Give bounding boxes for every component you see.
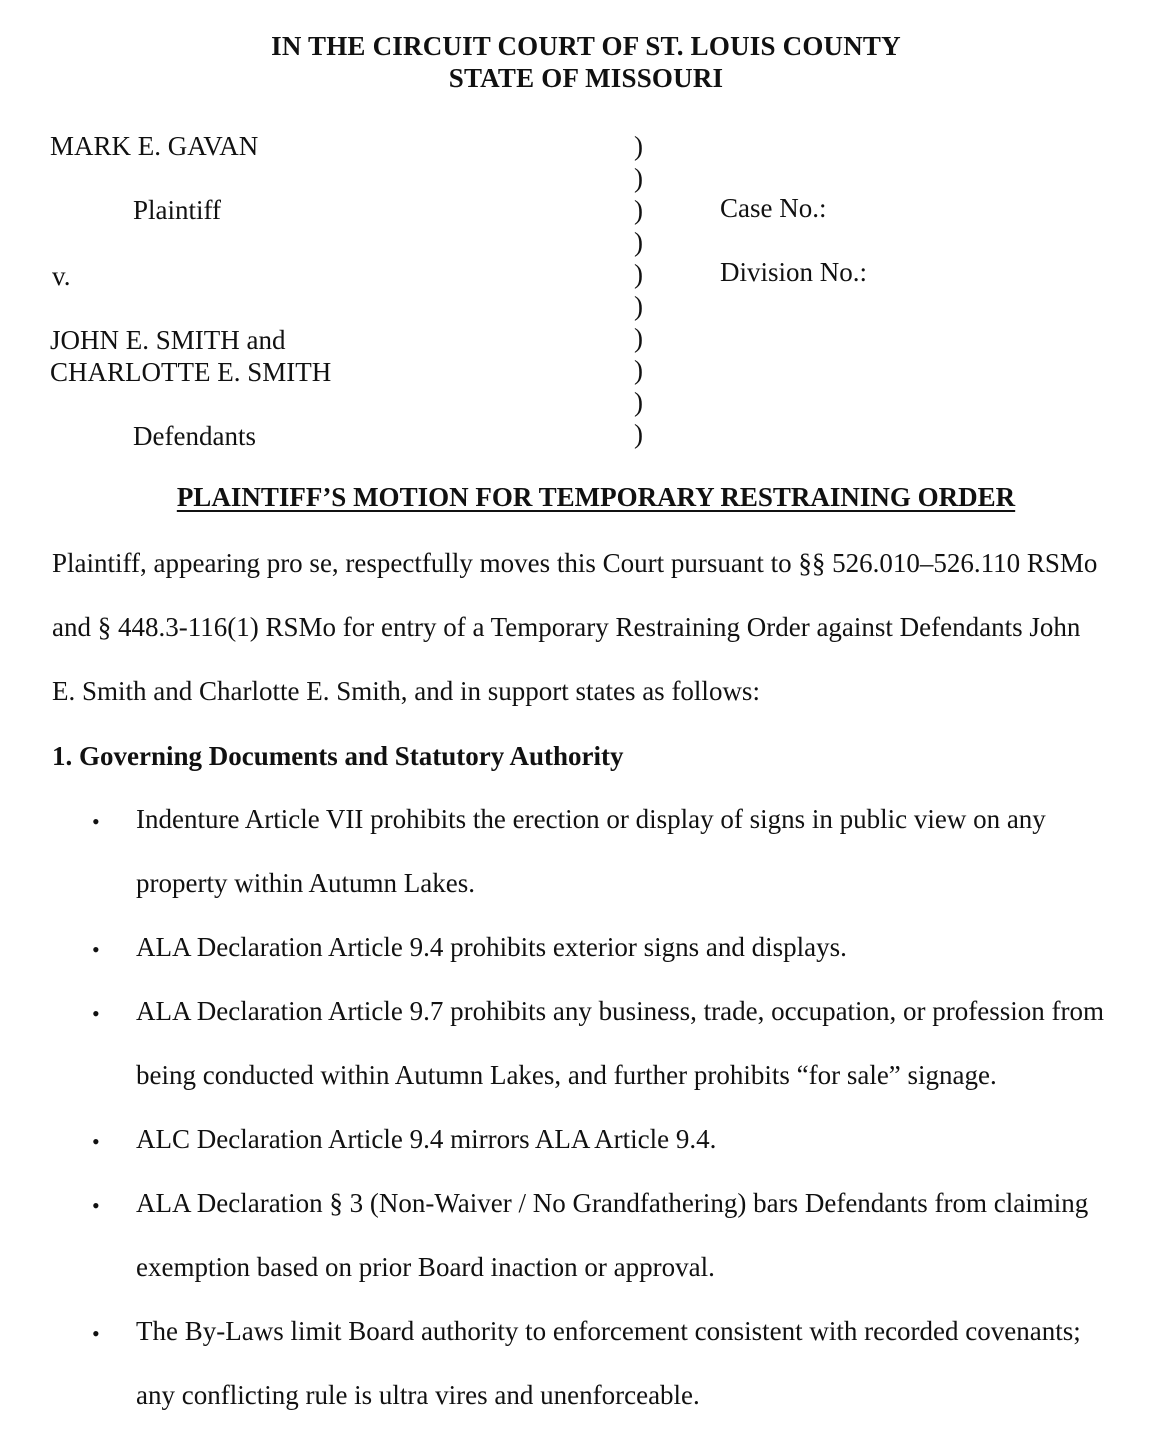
section-heading: 1. Governing Documents and Statutory Authority	[52, 741, 624, 771]
bullet-text-line: property within Autumn Lakes.	[136, 868, 475, 898]
caption-paren: )	[634, 131, 643, 161]
caption-paren: )	[634, 227, 643, 257]
bullet-text-line: exemption based on prior Board inaction or approval.	[136, 1252, 715, 1282]
court-state: STATE OF MISSOURI	[448, 63, 724, 93]
caption-paren: )	[634, 387, 643, 417]
defendant-name-line1: JOHN E. SMITH and	[50, 325, 286, 355]
caption-paren-column	[634, 130, 643, 450]
bullet-text-line: any conflicting rule is ultra vires and unenforceable.	[136, 1380, 700, 1410]
motion-title: PLAINTIFF’S MOTION FOR TEMPORARY RESTRAINING ORDER	[176, 482, 1016, 512]
plaintiff-name: MARK E. GAVAN	[50, 131, 259, 161]
caption-paren: )	[634, 195, 643, 225]
caption-paren: )	[634, 163, 643, 193]
case-number-label: Case No.:	[720, 193, 827, 223]
bullet-text-line: ALA Declaration Article 9.7 prohibits any business, trade, occupation, or profession from	[136, 996, 1105, 1026]
caption-paren: )	[634, 259, 643, 289]
caption-paren: )	[634, 291, 643, 321]
bullet-text-line: Indenture Article VII prohibits the erection or display of signs in public view on any	[136, 804, 1046, 834]
caption-paren: )	[634, 355, 643, 385]
defendant-name-line2: CHARLOTTE E. SMITH	[50, 357, 332, 387]
court-name: IN THE CIRCUIT COURT OF ST. LOUIS COUNTY	[271, 31, 901, 61]
division-number-label: Division No.:	[720, 257, 868, 287]
intro-line: E. Smith and Charlotte E. Smith, and in support states as follows:	[52, 676, 760, 706]
defendants-label: Defendants	[133, 421, 256, 451]
bullet-dot-icon: •	[92, 809, 100, 834]
bullet-text-line: ALC Declaration Article 9.4 mirrors ALA Article 9.4.	[136, 1124, 717, 1154]
plaintiff-label: Plaintiff	[133, 195, 222, 225]
bullet-dot-icon: •	[92, 1129, 100, 1154]
bullet-text-line: ALA Declaration Article 9.4 prohibits exterior signs and displays.	[136, 932, 847, 962]
intro-line: Plaintiff, appearing pro se, respectfully moves this Court pursuant to §§ 526.010–526.110 RSMo	[52, 548, 1098, 578]
bullet-text-line: The By-Laws limit Board authority to enforcement consistent with recorded covenants;	[136, 1316, 1081, 1346]
caption-paren: )	[634, 323, 643, 353]
bullet-dot-icon: •	[92, 1193, 100, 1218]
intro-line: and § 448.3-116(1) RSMo for entry of a Temporary Restraining Order against Defendants John	[52, 612, 1081, 642]
bullet-dot-icon: •	[92, 937, 100, 962]
bullet-dot-icon: •	[92, 1001, 100, 1026]
bullet-dot-icon: •	[92, 1321, 100, 1346]
versus: v.	[52, 261, 71, 291]
caption-paren: )	[634, 419, 643, 449]
bullet-text-line: ALA Declaration § 3 (Non-Waiver / No Grandfathering) bars Defendants from claiming	[136, 1188, 1089, 1218]
bullet-text-line: being conducted within Autumn Lakes, and further prohibits “for sale” signage.	[136, 1060, 997, 1090]
